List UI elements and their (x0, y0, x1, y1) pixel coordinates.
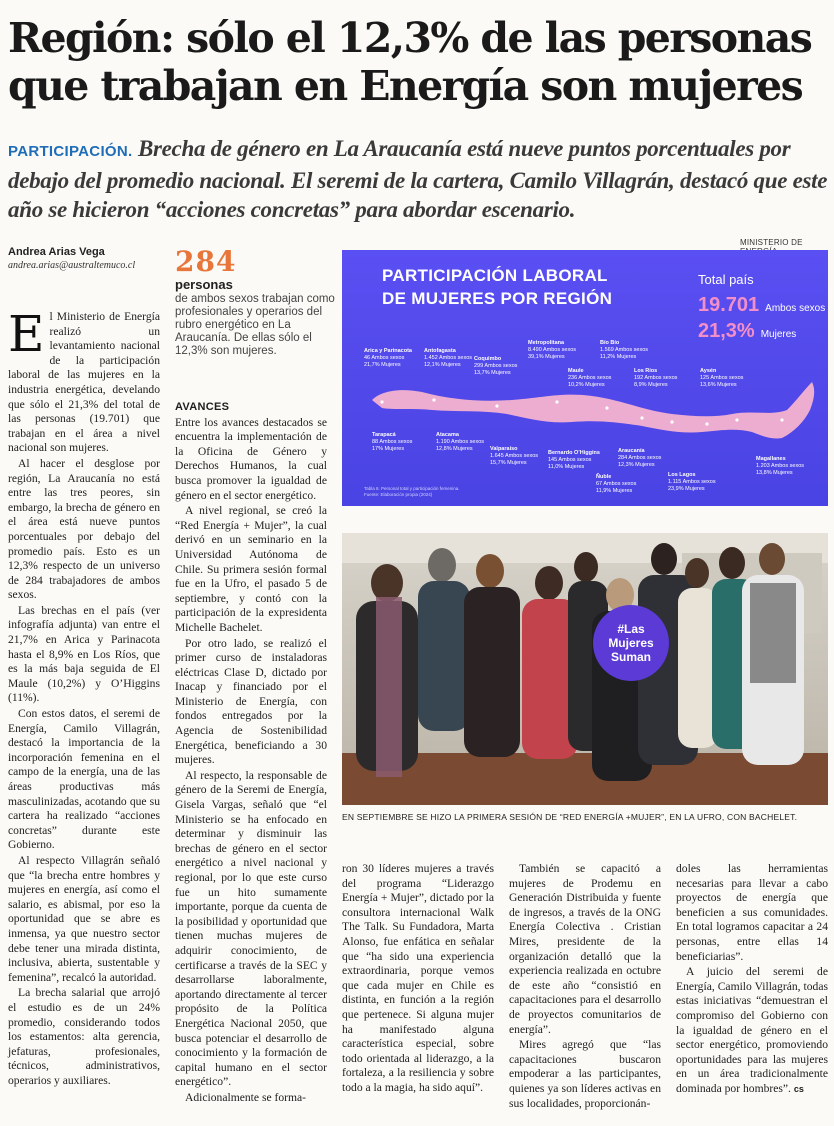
infographic (342, 250, 828, 506)
region-label: Aysén 125 Ambos sexos 13,6% Mujeres (700, 368, 744, 388)
region-label: Valparaíso 1.645 Ambos sexos 15,7% Mujeres (490, 446, 539, 466)
article-column-4 (509, 862, 661, 1112)
article-column-1 (8, 305, 160, 1089)
paragraph: doles las herramientas necesarias para llevar a cabo proyectos de energía que beneficien a sus comunidades. En total logramos capacitar a 24 personas, entre ellas 14 beneficiarias”. (676, 862, 828, 963)
end-mark: cs (793, 1083, 804, 1094)
paragraph: Al hacer el desglose por región, La Araucanía no está entre las tres peores, sin embargo, la brecha de género en el área está nueve puntos porcentuales por debajo del promedio país. Esto es un 12,3% respecto de un universo de 284 trabajadores de ambos sexos. (8, 456, 160, 602)
paragraph: Entre los avances destacados se encuentra la implementación de la Oficina de Género y Derechos Humanos, la cual busca promover la igualdad de género en el sector energético. (175, 415, 327, 502)
sign-text-3: Suman (610, 650, 652, 664)
article-column-2 (175, 400, 327, 1107)
region-label: Arica y Parinacota 46 Ambos sexos 21,7% Mujeres (364, 348, 412, 368)
section-subhead: AVANCES (175, 401, 230, 413)
stat-label: personas (175, 277, 233, 292)
women-value: 21,3% Mujeres (698, 320, 797, 342)
chile-map-shape (372, 382, 814, 439)
headline-line-1: Región: sólo el 12,3% de las personas (8, 14, 812, 62)
drop-cap: E (8, 305, 45, 363)
author-name: Andrea Arias Vega (8, 246, 105, 258)
region-label: Bío Bío 1.569 Ambos sexos 11,2% Mujeres (600, 340, 649, 360)
byline (8, 246, 168, 271)
infographic-credit: MINISTERIO DE (740, 238, 803, 247)
paragraph: También se capacitó a mujeres de Prodemu en Generación Distribuida y fuente de ingresos, a través de la ONG Energía Colectiva . Cristian Mires, presidente de la organización detalló que la experiencia realizada en octubre de este año “consistió en capacitaciones para el desarrollo de proyectos comunitarios de energía”. (509, 862, 661, 1036)
paragraph: A nivel regional, se creó la “Red Energía + Mujer”, la cual derivó en un seminario en la Universidad Autónoma de Chile. Su primera sesión formal fue en la Ufro, el pasado 5 de septiembre, y contó con la participación de la expresidenta Michelle Bachelet. (175, 504, 327, 634)
group-photo (342, 533, 828, 805)
article-column-3 (342, 862, 494, 1097)
author-email[interactable]: andrea.arias@australtemuco.cl (8, 260, 136, 271)
region-label: Los Ríos 192 Ambos sexos 8,9% Mujeres (634, 368, 678, 388)
total-label: Total país (698, 272, 754, 287)
paragraph: Adicionalmente se forma- (185, 1090, 307, 1104)
region-label: Bernardo O’Higgins 145 Ambos sexos 11,0% Mujeres (548, 450, 600, 470)
sign-text-2: Mujeres (608, 636, 654, 650)
infographic-title: PARTICIPACIÓN LABORAL DE MUJERES POR REGIÓN (382, 266, 613, 308)
stat-text: de ambos sexos trabajan como profesionales y operarios del rubro energético en La Araucanía. De ellas sólo el 12,3% son mujeres. (175, 293, 335, 357)
sign-text-1: #Las (617, 622, 645, 636)
paragraph: Por otro lado, se realizó el primer curso de instaladoras eléctricas Clase D, dictado por Inacap y financiado por el Ministerio de Energía, con fondos entregados por la Agencia de Sostenibilidad Energética, beneficiando a 30 mujeres. (175, 636, 327, 767)
region-label: Araucanía 284 Ambos sexos 12,3% Mujeres (618, 448, 662, 468)
article-column-5 (676, 862, 828, 1098)
region-label: Metropolitana 8.490 Ambos sexos 39,1% Mujeres (528, 340, 577, 360)
region-label: Ñuble 67 Ambos sexos 11,9% Mujeres (596, 474, 637, 494)
region-label: Tarapacá 88 Ambos sexos 17% Mujeres (372, 432, 413, 452)
region-label: Magallanes 1.203 Ambos sexos 13,8% Mujeres (756, 456, 805, 476)
paragraph: A juicio del seremi de Energía, Camilo Villagrán, todas estas iniciativas “demuestran el compromiso del Gobierno con la igualdad de género en el sector energético, promoviendo oportunidades para las mujeres en un área tradicionalmente dominada por hombres”. cs (676, 965, 828, 1095)
headline-line-2: que trabajan en Energía son mujeres (8, 62, 803, 110)
region-label: Antofagasta 1.452 Ambos sexos 12,1% Mujeres (424, 348, 473, 368)
region-label: Coquimbo 299 Ambos sexos 13,7% Mujeres (474, 356, 518, 376)
headline (8, 14, 828, 110)
subheadline (8, 134, 828, 224)
region-label: Los Lagos 1.115 Ambos sexos 23,9% Mujeres (668, 472, 716, 492)
paragraph: Mires agregó que “las capacitaciones buscaron empoderar a las participantes, quienes ya son líderes activas en sus localidades, proporcionán- (509, 1038, 661, 1110)
paragraph: Con estos datos, el seremi de Energía, Camilo Villagrán, destacó la importancia de la incorporación femenina en el campo de la energía, una de las áreas productivas más masculinizadas, acotando que su cartera ha realizado “acciones concretas” durante este Gobierno. (8, 707, 160, 852)
paragraph: Al respecto Villagrán señaló que “la brecha entre hombres y mujeres en energía, así como el salario, es abismal, por eso la oportunidad que se abre es inmensa, ya que nuestro sector debe tener una mirada distinta, inclusiva, abierta, sustentable y femenina”, recalcó la autoridad. (8, 853, 160, 984)
total-value: 19.701 Ambos sexos (698, 294, 826, 316)
photo-caption: EN SEPTIEMBRE SE HIZO LA PRIMERA SESIÓN DE “RED ENERGÍA +MUJER”, EN LA UFRO, CON BACHELET. (342, 812, 798, 822)
paragraph: Las brechas en el país (ver infografía adjunta) van entre el 21,7% en Arica y Parinacota hasta el 8,9% en Los Ríos, que es la más baja seguida de El Maule (10,2%) y O’Higgins (11%). (8, 603, 160, 705)
region-label: Atacama 1.190 Ambos sexos 12,8% Mujeres (436, 432, 485, 452)
paragraph: Al respecto, la responsable de género de la Seremi de Energía, Gisela Vargas, señaló que “el Ministerio se ha enfocado en determinar y disminuir las brechas de género en el sector energético a nivel nacional y regional, por lo que este curso fue un hito sumamente importante, porque da cuenta de la posibilidad y oportunidad que tienen muchas mujeres de adquirir conocimiento, de certificarse a través de la SEC y desarrollarse laboralmente, aportando directamente al tercer propósito de la Política Energética Nacional 2050, que busca potenciar el desarrollo de conocimiento y la formación de capital humano en el sector energético”. (175, 768, 327, 1089)
paragraph: ron 30 líderes mujeres a través del programa “Liderazgo Energía + Mujer”, dictado por la consultora internacional Walk The Talk. Su Fundadora, Marta Alonso, fue enfática en señalar que “ha sido una experiencia extraordinaria, porque vemos que cada mujer en Chile es distinta, en función a la región que pertenece. Si alguna mujer ha manifestado alguna característica especial, sobre todo orientada al liderazgo, a la fortaleza, a la resiliencia y sobre todo a la magia, ha sido aquí”. (342, 862, 494, 1094)
group-photo-illustration (342, 533, 828, 805)
paragraph: El Ministerio de Energía realizó un levantamiento nacional de la participación laboral de las mujeres en la industria energética, develando que sólo el 21,3% del total de las personas (19.701) que trabajan en el área a nivel nacional son mujeres. (8, 305, 160, 455)
stat-number: 284 (175, 245, 237, 278)
subheadline-text: Brecha de género en La Araucanía está nueve puntos porcentuales por debajo del promedio nacional. El seremi de la cartera, Camilo Villagrán, destacó que este año se hicieron “acciones concretas” para abordar escenario. (8, 136, 828, 222)
region-label: Maule 236 Ambos sexos 10,2% Mujeres (568, 368, 612, 388)
mujeres-suman-sign (593, 605, 669, 681)
kicker: PARTICIPACIÓN. (8, 143, 133, 160)
paragraph: La brecha salarial que arrojó el estudio es de un 24% promedio, considerando todos los estamentos: alta gerencia, jefaturas, profesionales, técnicos, administrativos, operarios y auxiliares. (8, 986, 160, 1087)
stat-callout (175, 247, 335, 358)
infographic-footnote: Tabla 8. Personal total y participación femenina. Fuente: Elaboración propia (2024) (364, 486, 460, 497)
